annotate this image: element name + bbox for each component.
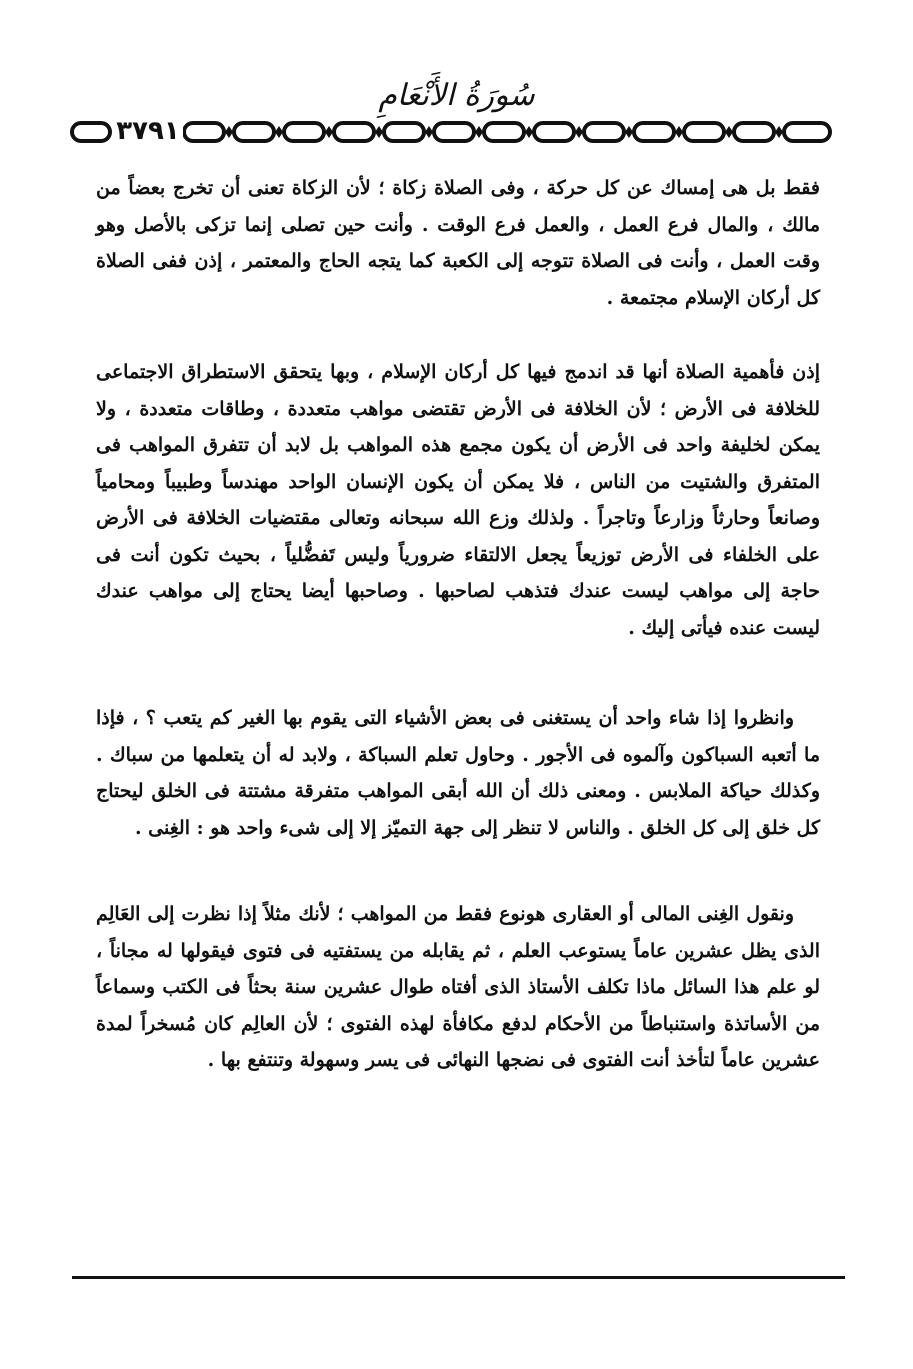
ornament-chain-icon xyxy=(68,116,838,148)
page-body xyxy=(96,170,820,1079)
paragraph-spacer xyxy=(96,316,820,354)
paragraph-3: وانظروا إذا شاء واحد أن يستغنى فى بعض الأشياء التى يقوم بها الغير كم يتعب ؟ ، فإذا ما أتعبه السباكون وآلموه فى الأجور . وحاول تعلم السباكة ، ولابد له أن يتعلمها من سباك . وكذلك حياكة الملابس . ومعنى ذلك أن الله أبقى المواهب متفرقة مشتتة فى الخلق ليحتاج كل خلق إلى كل الخلق . والناس لا تنظر إلى جهة التميّز إلا إلى شىء واحد هو : الغِنى . xyxy=(96,707,820,839)
page-number: ٣٧٩١ xyxy=(113,114,183,148)
surah-title: سُورَةُ الأَنْعَامِ xyxy=(378,78,535,113)
paragraph-spacer xyxy=(96,646,820,700)
footer-rule xyxy=(72,1276,845,1279)
paragraph-4: ونقول الغِنى المالى أو العقارى هونوع فقط من المواهب ؛ لأنك مثلاً إذا نظرت إلى العَالِم الذى يظل عشرين عاماً يستوعب العلم ، ثم يقابله من يستفتيه فى فتوى فيقولها له مجاناً ، لو علم هذا السائل ماذا تكلف الأستاذ الذى أفتاه طوال عشرين سنة بحثاً فى الكتب وسماعاً من الأساتذة واستنباطاً من الأحكام لدفع مكافأة لهذه الفتوى ؛ لأن العالِم كان مُسخراً لمدة عشرين عاماً لتأخذ أنت الفتوى فى نضجها النهائى فى يسر وسهولة وتنتفع بها . xyxy=(96,903,820,1071)
header-ornament-band xyxy=(68,116,838,148)
paragraph-spacer xyxy=(96,846,820,896)
paragraph-2: إذن فأهمية الصلاة أنها قد اندمج فيها كل أركان الإسلام ، وبها يتحقق الاستطراق الاجتماعى للخلافة فى الأرض ؛ لأن الخلافة فى الأرض تقتضى مواهب متعددة ، وطاقات متعددة ، ولا يمكن لخليفة واحد فى الأرض أن يكون مجمع هذه المواهب بل لابد أن تتفرق المواهب فى المتفرق والشتيت من الناس ، فلا يمكن أن يكون الإنسان الواحد مهندساً وطبيباً ومحامياً وصانعاً وحارثاً وزارعاً وتاجراً . ولذلك وزع الله سبحانه وتعالى مقتضيات الخلافة فى الأرض على الخلفاء فى الأرض توزيعاً يجعل الالتقاء ضرورياً وليس تَفضُّلياً ، بحيث تكون أنت فى حاجة إلى مواهب ليست عندك فتذهب لصاحبها . وصاحبها أيضا يحتاج إلى مواهب عندك ليست عنده فيأتى إليك . xyxy=(96,361,820,639)
paragraph-1: فقط بل هى إمساك عن كل حركة ، وفى الصلاة زكاة ؛ لأن الزكاة تعنى أن تخرج بعضاً من مالك ، والمال فرع العمل ، والعمل فرع الوقت . وأنت حين تصلى إنما تزكى بالأصل وهو وقت العمل ، وأنت فى الصلاة تتوجه إلى الكعبة كما يتجه الحاج والمعتمر ، إذن ففى الصلاة كل أركان الإسلام مجتمعة . xyxy=(96,177,820,309)
